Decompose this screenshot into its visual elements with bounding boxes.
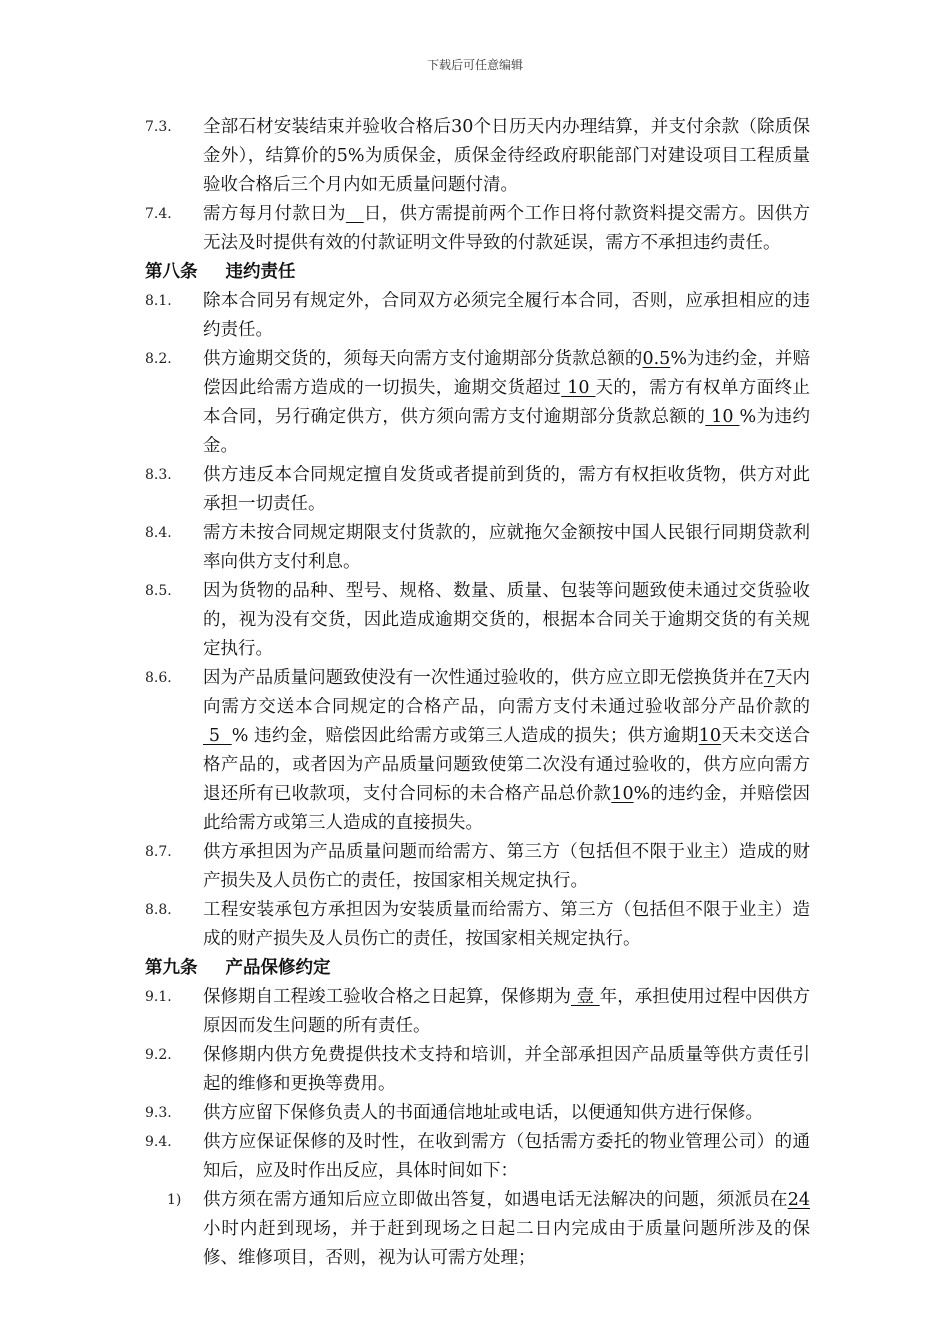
text-part: %为违约金。 <box>203 407 810 456</box>
filled-value: 7 <box>763 668 775 688</box>
text-part: 天的，需方有权单方面终止本合同，另行确定供方，供方须向需方支付逾期部分货款总额的 <box>203 378 810 427</box>
text-part: 因为产品质量问题致使没有一次性通过验收的，供方应立即无偿换货并在 <box>203 668 764 688</box>
clause-number: 9.2. <box>145 1047 172 1063</box>
text-part: 保修期自工程竣工验收合格之日起算，保修期为 <box>203 987 572 1007</box>
clause-8-6 <box>145 664 810 838</box>
clause-text: 供方应保证保修的及时性，在收到需方（包括需方委托的物业管理公司）的通知后，应及时作出反应，具体时间如下： <box>203 1132 810 1181</box>
clause-9-3 <box>145 1099 810 1128</box>
document-body <box>145 113 810 1273</box>
text-part: 供方逾期交货的，须每天向需方支付逾期部分货款总额的 <box>203 349 643 369</box>
clause-text: 工程安装承包方承担因为安装质量而给需方、第三方（包括但不限于业主）造成的财产损失及人员伤亡的责任，按国家相关规定执行。 <box>203 900 810 949</box>
clause-text: 因为货物的品种、型号、规格、数量、质量、包装等问题致使未通过交货验收的，视为没有交货，因此造成逾期交货的，根据本合同关于逾期交货的有关规定执行。 <box>203 581 810 659</box>
text-part: 小时内赶到现场，并于赶到现场之日起二日内完成由于质量问题所涉及的保修、维修项目，否则，视为认可需方处理； <box>203 1219 810 1268</box>
clause-9-4 <box>145 1128 810 1186</box>
article-title: 产品保修约定 <box>225 958 331 978</box>
filled-value: 0.5 <box>642 349 671 369</box>
article-title: 违约责任 <box>225 262 296 282</box>
filled-value: 10 <box>705 407 740 427</box>
clause-number: 8.8. <box>145 902 172 918</box>
text-part: %的违约金，并赔偿因此给需方或第三人造成的直接损失。 <box>203 784 810 833</box>
clause-number: 8.5. <box>145 583 172 599</box>
clause-number: 9.1. <box>145 989 172 1005</box>
clause-7-3 <box>145 113 810 200</box>
article-9-heading <box>145 954 810 983</box>
clause-8-3 <box>145 461 810 519</box>
text-part: 日，供方需提前两个工作日将付款资料提交需方。因供方无法及时提供有效的付款证明文件导致的付款延误，需方不承担违约责任。 <box>203 204 811 253</box>
filled-value: 10 <box>561 378 596 398</box>
clause-text <box>203 983 810 1041</box>
text-part: 天内向需方交送本合同规定的合格产品，向需方支付未通过验收部分产品价款的 <box>203 668 811 717</box>
clause-number: 8.7. <box>145 844 172 860</box>
clause-text <box>203 345 810 461</box>
text-part: 天未交送合格产品的，或者因为产品质量问题致使第二次没有通过验收的，供方应向需方退还所有已收款项，支付合同标的未合格产品总价款 <box>203 726 811 804</box>
clause-7-4 <box>145 200 810 258</box>
clause-number: 9.4. <box>145 1134 172 1150</box>
text-part: 年，承担使用过程中因供方原因而发生问题的所有责任。 <box>203 987 810 1036</box>
clause-text: 除本合同另有规定外，合同双方必须完全履行本合同，否则，应承担相应的违约责任。 <box>203 291 810 340</box>
filled-value: 24 <box>787 1190 810 1210</box>
clause-text: 供方违反本合同规定擅自发货或者提前到货的，需方有权拒收货物，供方对此承担一切责任。 <box>203 465 810 514</box>
clause-9-1 <box>145 983 810 1041</box>
filled-value: 壹 <box>571 987 600 1007</box>
text-part: % 违约金，赔偿因此给需方或第三人造成的损失；供方逾期 <box>231 726 699 746</box>
clause-text <box>203 200 810 258</box>
clause-number: 8.3. <box>145 467 172 483</box>
filled-value: 10 <box>611 784 634 804</box>
article-8-heading <box>145 258 810 287</box>
filled-value: 5 <box>203 726 232 746</box>
clause-8-7 <box>145 838 810 896</box>
article-label: 第九条 <box>145 958 198 978</box>
clause-number: 8.2. <box>145 351 172 367</box>
clause-text: 保修期内供方免费提供技术支持和培训，并全部承担因产品质量等供方责任引起的维修和更换等费用。 <box>203 1045 810 1094</box>
clause-8-5 <box>145 577 810 664</box>
clause-number: 8.4. <box>145 525 172 541</box>
clause-9-2 <box>145 1041 810 1099</box>
text-part: 供方须在需方通知后应立即做出答复，如遇电话无法解决的问题，须派员在 <box>203 1190 788 1210</box>
clause-text <box>203 1186 810 1273</box>
clause-8-1 <box>145 287 810 345</box>
clause-text: 供方应留下保修负责人的书面通信地址或电话，以便通知供方进行保修。 <box>203 1103 763 1123</box>
list-number: 1) <box>167 1192 182 1208</box>
clause-number: 9.3. <box>145 1105 172 1121</box>
page-header: 下载后可任意编辑 <box>426 58 523 72</box>
clause-8-4 <box>145 519 810 577</box>
filled-value: 10 <box>698 726 722 746</box>
clause-number: 7.3. <box>145 119 172 135</box>
clause-number: 8.1. <box>145 293 172 309</box>
clause-number: 8.6. <box>145 670 172 686</box>
article-label: 第八条 <box>145 262 198 282</box>
text-part: 需方每月付款日为 <box>203 204 346 224</box>
blank-field <box>346 204 364 224</box>
clause-text: 需方未按合同规定期限支付货款的，应就拖欠金额按中国人民银行同期贷款利率向供方支付利息。 <box>203 523 810 572</box>
clause-8-2 <box>145 345 810 461</box>
clause-8-8 <box>145 896 810 954</box>
clause-text: 全部石材安装结束并验收合格后30个日历天内办理结算，并支付余款（除质保金外），结算价的5%为质保金，质保金待经政府职能部门对建设项目工程质量验收合格后三个月内如无质量问题付清。 <box>203 117 810 195</box>
clause-text: 供方承担因为产品质量问题而给需方、第三方（包括但不限于业主）造成的财产损失及人员伤亡的责任，按国家相关规定执行。 <box>203 842 810 891</box>
clause-number: 7.4. <box>145 206 172 222</box>
text-part: %为违约金，并赔偿因此给需方造成的一切损失，逾期交货超过 <box>203 349 810 398</box>
clause-9-4-item-1 <box>145 1186 810 1273</box>
clause-text <box>203 664 810 838</box>
